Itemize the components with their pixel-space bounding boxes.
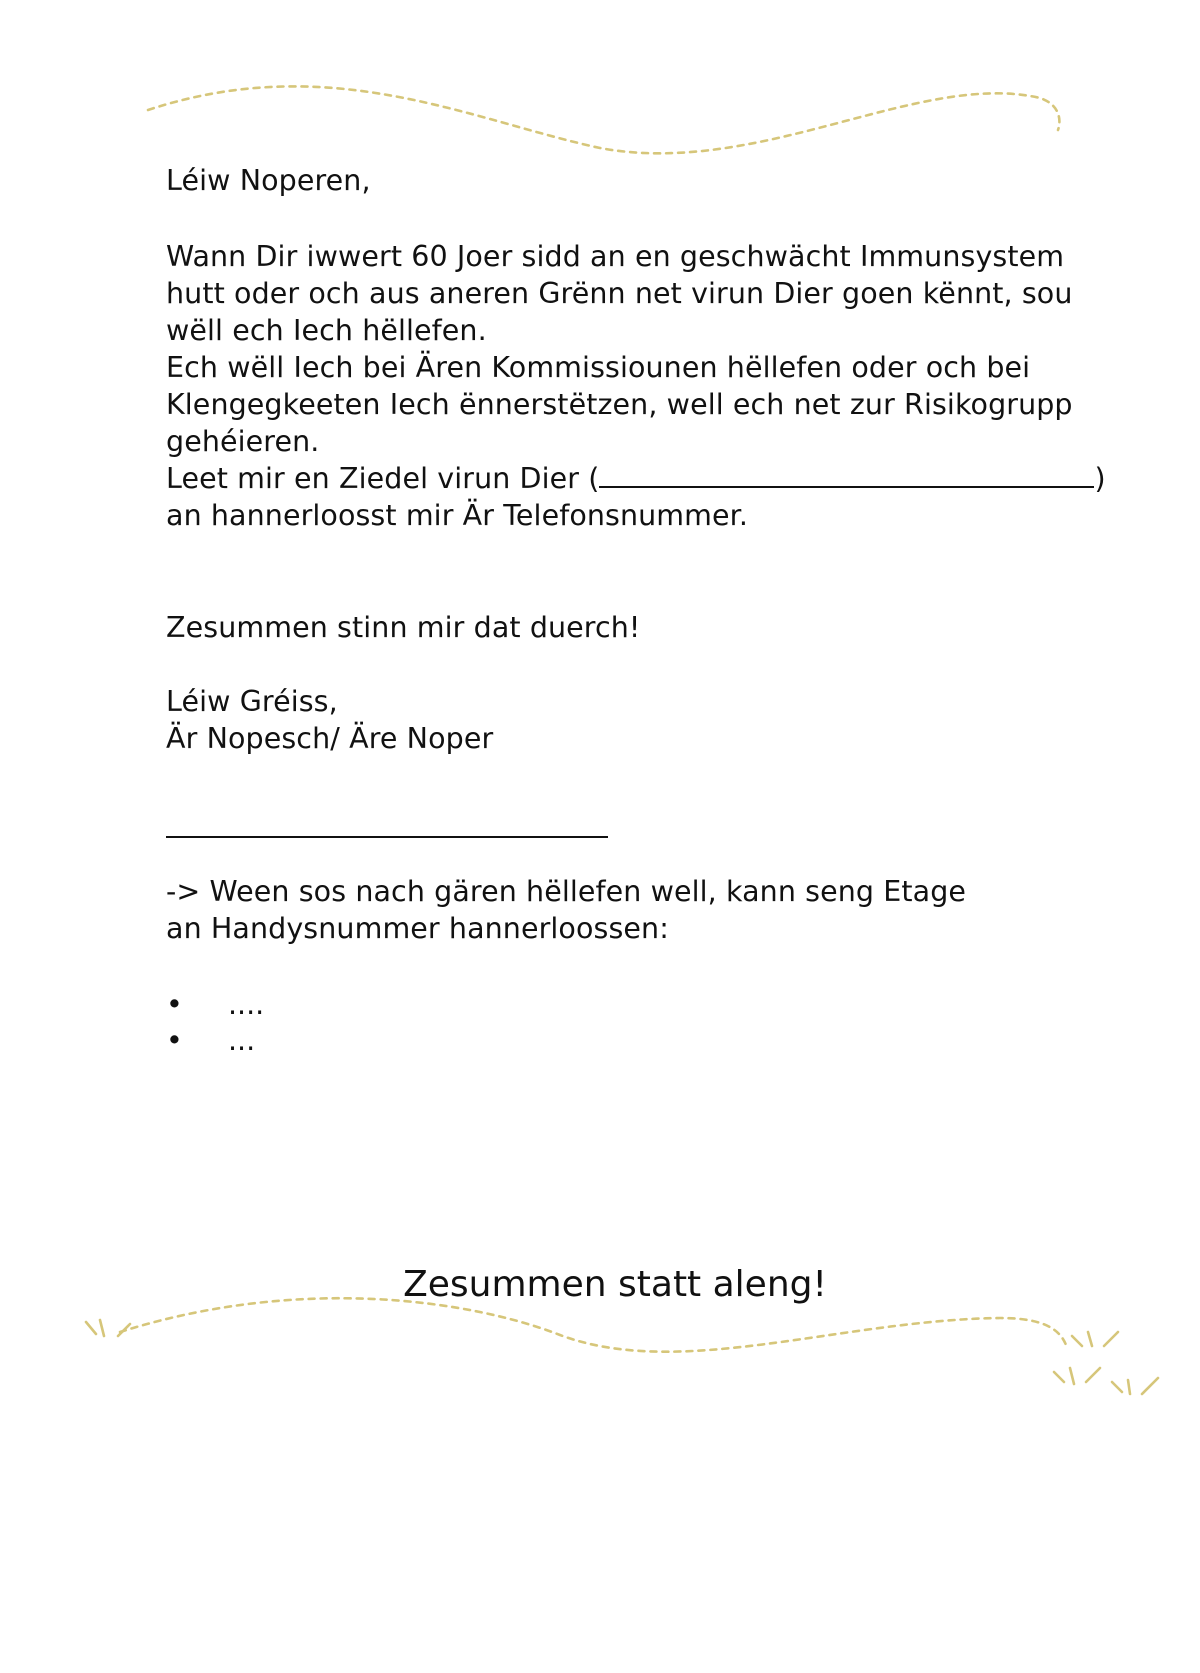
instruction-line-1: -> Ween sos nach gären hëllefen well, kann seng Etage bbox=[166, 875, 967, 908]
note-suffix: ) bbox=[1094, 462, 1106, 495]
note-line-2: an hannerloosst mir Är Telefonsnummer. bbox=[166, 499, 749, 532]
paragraph-line-1: Wann Dir iwwert 60 Joer sidd an en geschwächt Immunsystem bbox=[166, 240, 1065, 273]
list-item-text: ... bbox=[228, 1024, 256, 1057]
bullet-marker: • bbox=[166, 1024, 183, 1057]
bullet-marker: • bbox=[166, 988, 183, 1021]
paragraph-line-2: hutt oder och aus aneren Grënn net virun Dier goen kënnt, sou bbox=[166, 277, 1073, 310]
footer-slogan: Zesummen statt aleng! bbox=[403, 1264, 827, 1305]
door-location-blank[interactable] bbox=[599, 464, 1094, 488]
paragraph-line-5: Klengegkeeten Iech ënnerstëtzen, well ech net zur Risikogrupp bbox=[166, 388, 1073, 421]
instruction-line-2: an Handysnummer hannerloossen: bbox=[166, 912, 669, 945]
list-item-text: .... bbox=[228, 988, 265, 1021]
paragraph-line-6: gehéieren. bbox=[166, 425, 320, 458]
footprint-marks bbox=[86, 1320, 1158, 1394]
paragraph-line-3: wëll ech Iech hëllefen. bbox=[166, 314, 487, 347]
top-wavy-dashed-line bbox=[148, 86, 1059, 153]
note-prefix: Leet mir en Ziedel virun Dier ( bbox=[166, 462, 600, 495]
list-item bbox=[166, 986, 264, 1023]
note-line bbox=[166, 460, 1106, 497]
signature-blank-line[interactable] bbox=[166, 836, 608, 838]
paragraph-line-4: Ech wëll Iech bei Ären Kommissiounen hëllefen oder och bei bbox=[166, 351, 1031, 384]
list-item bbox=[166, 1022, 255, 1059]
closing: Léiw Gréiss, bbox=[166, 685, 338, 718]
motto: Zesummen stinn mir dat duerch! bbox=[166, 611, 641, 644]
salutation: Léiw Noperen, bbox=[166, 164, 371, 197]
signature: Är Nopesch/ Äre Noper bbox=[166, 722, 494, 755]
